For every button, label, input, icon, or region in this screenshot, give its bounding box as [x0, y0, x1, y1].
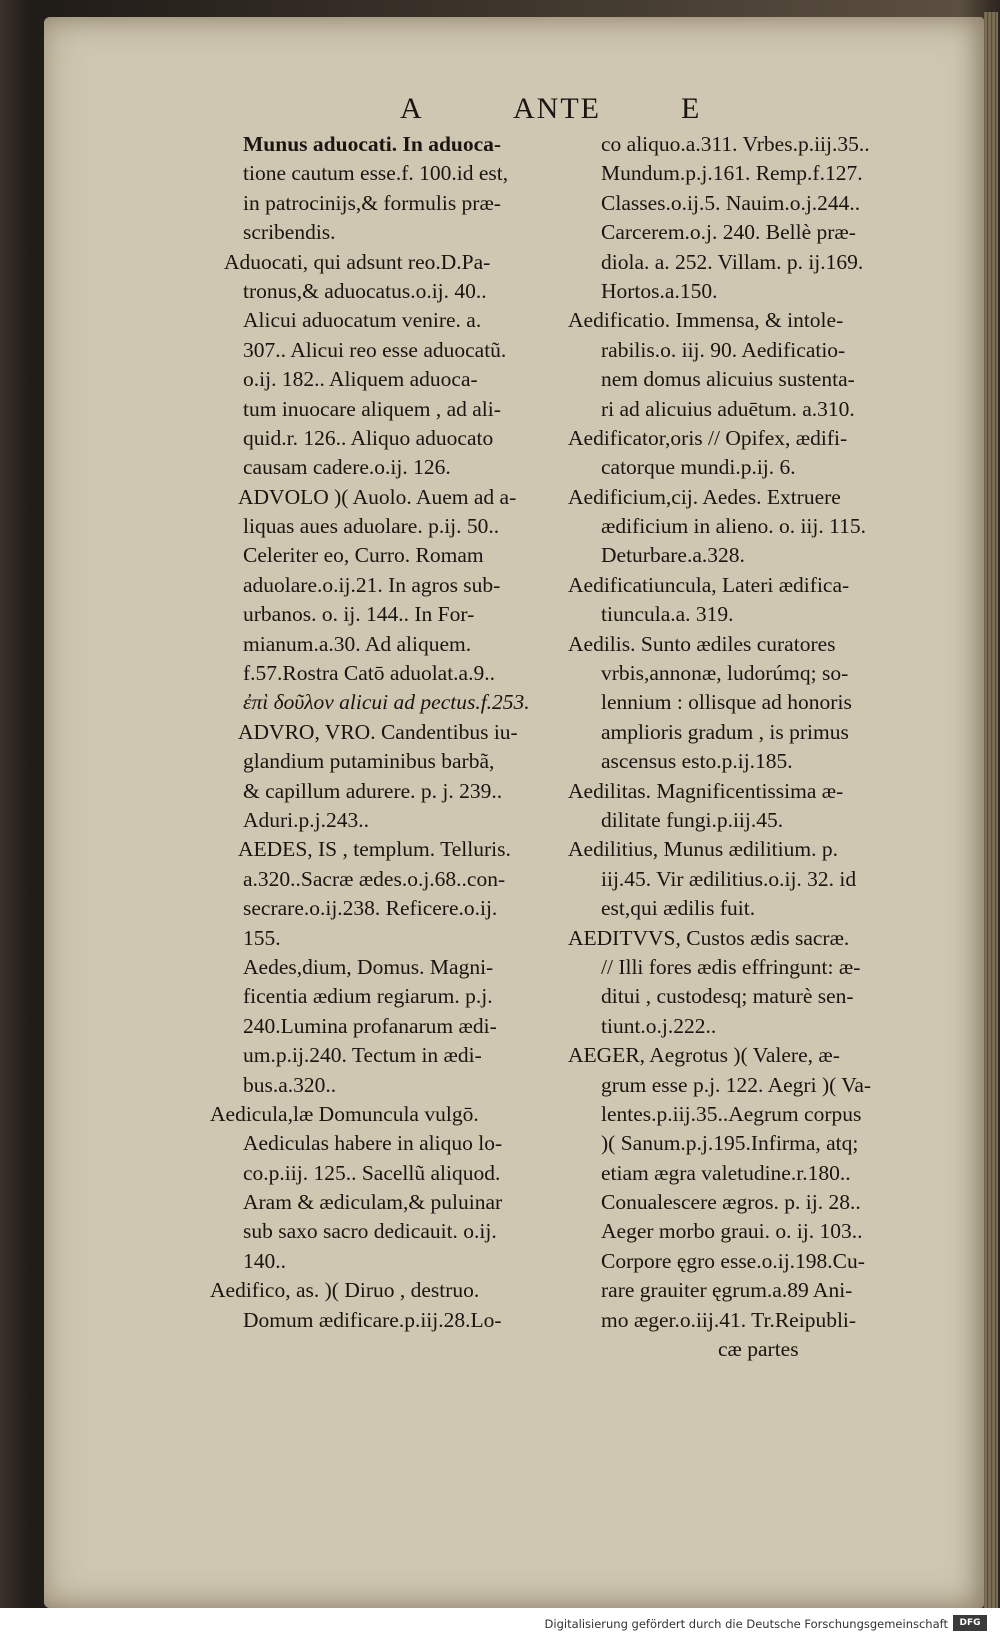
text-line: ditui , custodesq; maturè sen- — [601, 984, 854, 1009]
text-line: tum inuocare aliquem , ad ali- — [243, 396, 501, 421]
text-line: Aedicula,læ Domuncula vulgō. — [210, 1101, 479, 1126]
left-column — [210, 130, 570, 1335]
running-header — [0, 92, 1000, 132]
text-line: est,qui ædilis fuit. — [601, 896, 756, 921]
text-line: Aedificatio. Immensa, & intole- — [568, 308, 844, 333]
text-line: Aedificator,oris // Opifex, ædifi- — [568, 425, 848, 450]
text-line: Aedilis. Sunto ædiles curatores — [568, 631, 836, 656]
text-line: Mundum.p.j.161. Remp.f.127. — [601, 161, 863, 186]
text-line: Aram & ædiculam,& puluinar — [243, 1190, 503, 1215]
text-line: mo æger.o.iij.41. Tr.Reipubli- — [601, 1307, 857, 1332]
text-line: ædificium in alieno. o. iij. 115. — [601, 514, 866, 539]
text-line: ἐπὶ δοῦλον alicui ad pectus.f.253. — [243, 690, 530, 715]
text-line: 155. — [243, 925, 281, 950]
text-line: tione cautum esse.f. 100.id est, — [243, 161, 509, 186]
text-line: Carcerem.o.j. 240. Bellè præ- — [601, 220, 856, 245]
text-line: Hortos.a.150. — [601, 278, 718, 303]
text-line: Aduri.p.j.243.. — [243, 807, 370, 832]
text-line: amplioris gradum , is primus — [601, 719, 849, 744]
catchword: cæ partes — [718, 1337, 799, 1362]
text-line: )( Sanum.p.j.195.Infirma, atq; — [601, 1131, 859, 1156]
text-line: nem domus alicuius sustenta- — [601, 367, 855, 392]
text-line: dilitate fungi.p.iij.45. — [601, 807, 784, 832]
header-left: A — [400, 92, 424, 125]
right-column — [568, 130, 968, 1364]
text-line: catorque mundi.p.ij. 6. — [601, 455, 796, 480]
text-line: co.p.iij. 125.. Sacellũ aliquod. — [243, 1160, 501, 1185]
text-line: AEDITVVS, Custos ædis sacræ. — [568, 925, 850, 950]
text-line: 307.. Alicui reo esse aduocatũ. — [243, 337, 507, 362]
text-line: & capillum adurere. p. j. 239.. — [243, 778, 503, 803]
header-right: E — [681, 92, 702, 125]
text-line: Aedificium,cij. Aedes. Extruere — [568, 484, 841, 509]
text-line: Classes.o.ij.5. Nauim.o.j.244.. — [601, 190, 861, 215]
text-line: Corpore ęgro esse.o.ij.198.Cu- — [601, 1248, 865, 1273]
funding-credit: Digitalisierung gefördert durch die Deutsche Forschungsgemeinschaft — [544, 1617, 948, 1631]
text-line: causam cadere.o.ij. 126. — [243, 455, 451, 480]
text-line: ascensus esto.p.ij.185. — [601, 749, 793, 774]
text-line: ADVRO, VRO. Candentibus iu- — [238, 719, 518, 744]
text-line: Aedilitas. Magnificentissima æ- — [568, 778, 844, 803]
text-line: o.ij. 182.. Aliquem aduoca- — [243, 367, 478, 392]
dfg-logo: DFG — [953, 1615, 987, 1631]
text-line: Conualescere ægros. p. ij. 28.. — [601, 1190, 861, 1215]
text-line: Domum ædificare.p.iij.28.Lo- — [243, 1307, 502, 1332]
text-line: AEDES, IS , templum. Telluris. — [238, 837, 511, 862]
text-line: 140.. — [243, 1248, 286, 1273]
text-line: um.p.ij.240. Tectum in ædi- — [243, 1043, 482, 1068]
text-line: // Illi fores ædis effringunt: æ- — [601, 954, 861, 979]
text-line: rare grauiter ęgrum.a.89 Ani- — [601, 1278, 853, 1303]
text-line: secrare.o.ij.238. Reficere.o.ij. — [243, 896, 498, 921]
text-line: ri ad alicuius aduētum. a.310. — [601, 396, 855, 421]
text-line: lennium : ollisque ad honoris — [601, 690, 852, 715]
text-line: AEGER, Aegrotus )( Valere, æ- — [568, 1043, 840, 1068]
text-line: sub saxo sacro dedicauit. o.ij. — [243, 1219, 497, 1244]
text-line: iij.45. Vir ædilitius.o.ij. 32. id — [601, 866, 857, 891]
text-line: bus.a.320.. — [243, 1072, 337, 1097]
text-line: co aliquo.a.311. Vrbes.p.iij.35.. — [601, 132, 870, 156]
text-line: ADVOLO )( Auolo. Auem ad a- — [238, 484, 517, 509]
text-line: Aeger morbo graui. o. ij. 103.. — [601, 1219, 863, 1244]
text-line: Aedificatiuncula, Lateri ædifica- — [568, 572, 850, 597]
text-line: lentes.p.iij.35..Aegrum corpus — [601, 1101, 862, 1126]
text-line: Aduocati, qui adsunt reo.D.Pa- — [224, 249, 491, 274]
text-line: Alicui aduocatum venire. a. — [243, 308, 482, 333]
text-line: tiunt.o.j.222.. — [601, 1013, 717, 1038]
text-line: Aedilitius, Munus ædilitium. p. — [568, 837, 838, 862]
text-line: Aediculas habere in aliquo lo- — [243, 1131, 503, 1156]
text-line: Deturbare.a.328. — [601, 543, 745, 568]
text-line: in patrocinijs,& formulis præ- — [243, 190, 501, 215]
header-center: ANTE — [513, 92, 601, 125]
text-line: liquas aues aduolare. p.ij. 50.. — [243, 514, 500, 539]
text-line: diola. a. 252. Villam. p. ij.169. — [601, 249, 864, 274]
text-line: tronus,& aduocatus.o.ij. 40.. — [243, 278, 487, 303]
text-line: Celeriter eo, Curro. Romam — [243, 543, 484, 568]
text-line: vrbis,annonæ, ludorúmq; so- — [601, 661, 849, 686]
text-line: grum esse p.j. 122. Aegri )( Va- — [601, 1072, 872, 1097]
text-line: etiam ægra valetudine.r.180.. — [601, 1160, 851, 1185]
text-line: glandium putaminibus barbã, — [243, 749, 495, 774]
text-line: scribendis. — [243, 220, 336, 245]
text-line: urbanos. o. ij. 144.. In For- — [243, 602, 475, 627]
text-line: Aedifico, as. )( Diruo , destruo. — [210, 1278, 480, 1303]
text-line: Aedes,dium, Domus. Magni- — [243, 954, 494, 979]
text-line: aduolare.o.ij.21. In agros sub- — [243, 572, 501, 597]
text-line: Munus aduocati. In aduoca- — [243, 132, 502, 156]
text-line: tiuncula.a. 319. — [601, 602, 734, 627]
text-line: f.57.Rostra Catō aduolat.a.9.. — [243, 661, 495, 686]
text-line: 240.Lumina profanarum ædi- — [243, 1013, 497, 1038]
text-line: a.320..Sacræ ædes.o.j.68..con- — [243, 866, 506, 891]
text-line: mianum.a.30. Ad aliquem. — [243, 631, 472, 656]
text-line: ficentia ædium regiarum. p.j. — [243, 984, 493, 1009]
text-line: quid.r. 126.. Aliquo aduocato — [243, 425, 494, 450]
page-edge — [984, 12, 998, 1612]
text-line: rabilis.o. iij. 90. Aedificatio- — [601, 337, 846, 362]
